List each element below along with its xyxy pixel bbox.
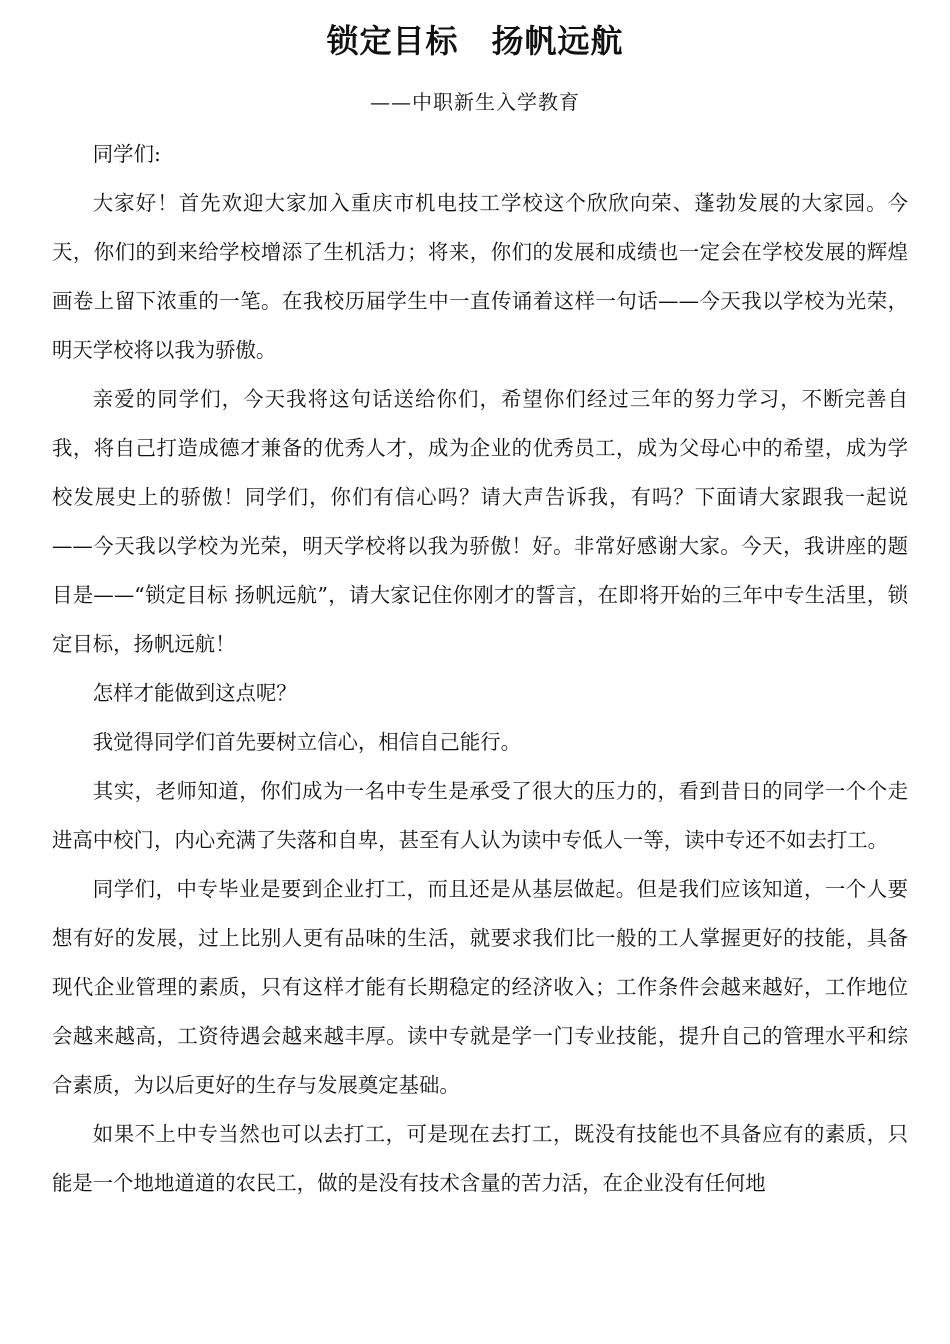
- body-paragraph: 其实，老师知道，你们成为一名中专生是承受了很大的压力的，看到昔日的同学一个个走进高中校门，内心充满了失落和自卑，甚至有人认为读中专低人一等，读中专还不如去打工。: [52, 779, 908, 852]
- body-paragraph: 亲爱的同学们，今天我将这句话送给你们，希望你们经过三年的努力学习，不断完善自我，将自己打造成德才兼备的优秀人才，成为企业的优秀员工，成为父母心中的希望，成为学校发展史上的骄傲！同学们，你们有信心吗？请大声告诉我，有吗？下面请大家跟我一起说——今天我以学校为光荣，明天学校将以我为骄傲！好。非常好感谢大家。今天，我讲座的题目是——“锁定目标 扬帆远航”，请大家记住你刚才的誓言，在即将开始的三年中专生活里，锁定目标，扬帆远航！: [52, 387, 908, 656]
- document-body: [52, 130, 908, 1208]
- document-subtitle: ——中职新生入学教育: [370, 90, 580, 114]
- body-paragraph: 如果不上中专当然也可以去打工，可是现在去打工，既没有技能也不具备应有的素质，只能是一个地地道道的农民工，做的是没有技术含量的苦力活，在企业没有任何地: [52, 1122, 908, 1195]
- body-paragraph: 怎样才能做到这点呢？: [92, 681, 297, 705]
- salutation-paragraph: 同学们:: [92, 142, 161, 166]
- body-paragraph: 同学们，中专毕业是要到企业打工，而且还是从基层做起。但是我们应该知道，一个人要想有好的发展，过上比别人更有品味的生活，就要求我们比一般的工人掌握更好的技能，具备现代企业管理的素质，只有这样才能有长期稳定的经济收入；工作条件会越来越好，工作地位会越来越高，工资待遇会越来越丰厚。读中专就是学一门专业技能，提升自己的管理水平和综合素质，为以后更好的生存与发展奠定基础。: [52, 877, 908, 1097]
- body-paragraph: 大家好！首先欢迎大家加入重庆市机电技工学校这个欣欣向荣、蓬勃发展的大家园。今天，你们的到来给学校增添了生机活力；将来，你们的发展和成绩也一定会在学校发展的辉煌画卷上留下浓重的一笔。在我校历届学生中一直传诵着这样一句话——今天我以学校为光荣，明天学校将以我为骄傲。: [52, 191, 908, 362]
- body-paragraph: 我觉得同学们首先要树立信心，相信自己能行。: [92, 730, 521, 754]
- document-title: 锁定目标 扬帆远航: [326, 22, 624, 60]
